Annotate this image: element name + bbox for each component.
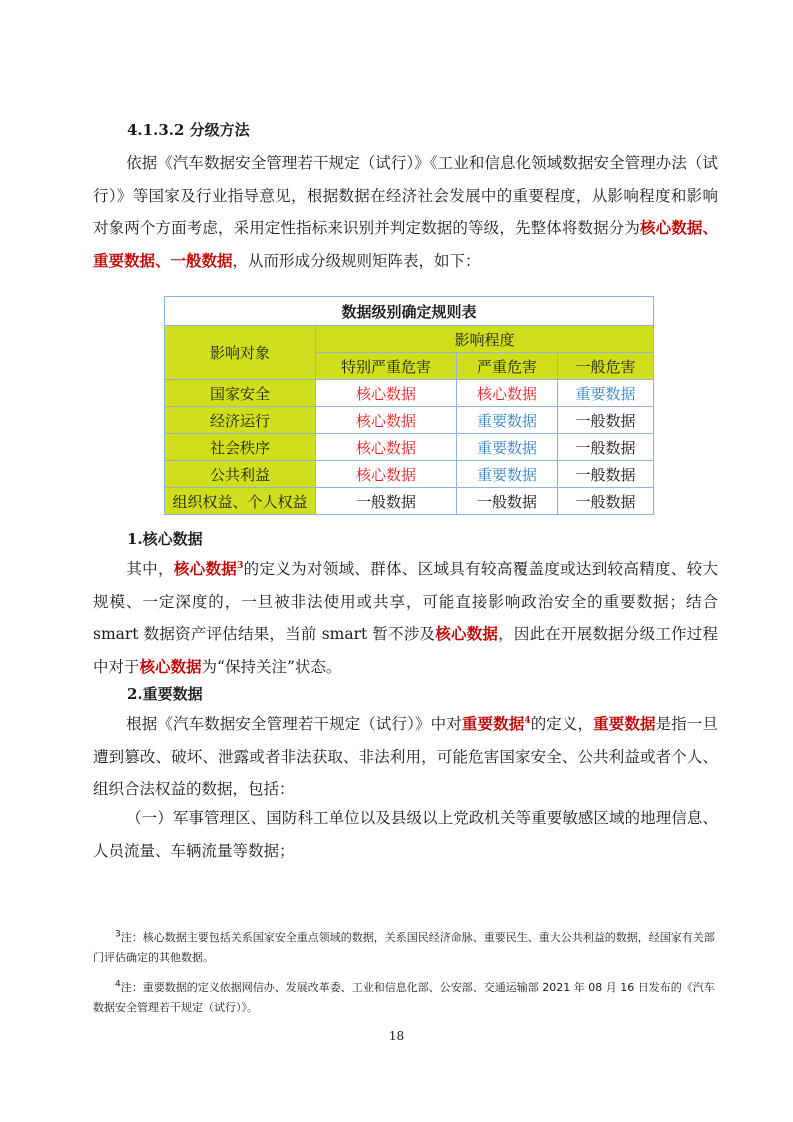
footnote-3-text: 注：核心数据主要包括关系国家安全重点领域的数据，关系国民经济命脉、重要民生、重大公共利益的数据，经国家有关部门评估确定的其他数据。 [93,931,715,964]
important-term: 重要数据 [461,714,525,733]
grade-cell: 核心数据 [457,380,558,407]
table-row [165,461,654,488]
intro-highlight: 核心数据、重要数据、一般数据 [93,218,718,270]
core-text-a: 其中， [126,560,174,578]
row-header-cell: 影响对象 [165,326,316,380]
important-text-c: 是指一旦遭到篡改、破坏、泄露或者非法获取、非法利用，可能危害国家安全、公共利益或者个人、组织合法权益的数据，包括： [93,715,718,798]
grade-cell: 核心数据 [316,380,457,407]
intro-paragraph [93,147,718,277]
grade-cell: 一般数据 [457,488,558,515]
important-text-b: 的定义， [530,715,594,733]
table-title: 数据级别确定规则表 [165,297,654,326]
footnote-ref-3: 3 [237,560,244,571]
page-number: 18 [388,1029,405,1043]
grade-cell: 一般数据 [558,407,654,434]
core-term-3: 核心数据 [139,656,202,676]
row-label-cell: 社会秩序 [165,434,316,461]
core-text-b: 的定义为对领域、群体、区域具有较高覆盖度或达到较高精度、较大规模、一定深度的，一旦被非法使用或共享，可能直接影响政治安全的重要数据；结合 smart 数据资产评估结果，当前 smart 暂不涉及 [93,560,718,643]
row-label-cell: 组织权益、个人权益 [165,488,316,515]
grade-cell: 核心数据 [316,407,457,434]
core-data-paragraph [93,553,718,683]
grade-cell: 一般数据 [558,461,654,488]
footnote-4-text: 注：重要数据的定义依据网信办、发展改革委、工业和信息化部、公安部、交通运输部 2021 年 08 月 16 日发布的《汽车数据安全管理若干规定（试行）》。 [93,981,715,1014]
core-term-2: 核心数据 [435,624,499,643]
table-row [165,380,654,407]
row-label-cell: 经济运行 [165,407,316,434]
grade-cell: 核心数据 [316,461,457,488]
important-data-heading: 2.重要数据 [127,685,203,703]
column-header: 一般危害 [558,353,654,380]
important-item-1-text: （一）军事管理区、国防科工单位以及县级以上党政机关等重要敏感区域的地理信息、人员流量、车辆流量等数据； [93,809,718,860]
grade-cell: 重要数据 [457,434,558,461]
section-heading: 4.1.3.2 分级方法 [127,121,250,139]
intro-text-1: 依据《汽车数据安全管理若干规定（试行）》《工业和信息化领域数据安全管理办法（试行）》等国家及行业指导意见，根据数据在经济社会发展中的重要程度，从影响程度和影响对象两个方面考虑，采用定性指标来识别并判定数据的等级，先整体将数据分为 [93,154,718,237]
important-item-1 [93,802,718,867]
grade-cell: 一般数据 [558,488,654,515]
grade-cell: 核心数据 [316,434,457,461]
core-data-heading: 1.核心数据 [127,530,203,548]
grade-cell: 重要数据 [457,407,558,434]
footnote-4 [93,978,718,1018]
table-row [165,407,654,434]
core-term: 核心数据 [173,559,238,578]
footnote-3-mark: 3 [115,929,121,940]
column-header: 特别严重危害 [316,353,457,380]
important-data-paragraph [93,708,718,806]
grade-cell: 重要数据 [457,461,558,488]
core-text-d: 为“保持关注”状态。 [201,657,342,676]
grade-cell: 重要数据 [558,380,654,407]
footnote-3 [93,928,718,968]
grade-cell: 一般数据 [558,434,654,461]
column-header: 严重危害 [457,353,558,380]
grade-cell: 一般数据 [316,488,457,515]
table-body [165,380,654,515]
table-row [165,488,654,515]
column-group-header: 影响程度 [316,326,654,353]
footnote-4-mark: 4 [115,979,121,990]
core-text-c: ，因此在开展数据分级工作过程中对于 [93,625,718,676]
row-label-cell: 国家安全 [165,380,316,407]
row-label-cell: 公共利益 [165,461,316,488]
footnote-ref-4: 4 [524,715,531,726]
intro-text-2: ，从而形成分级规则矩阵表，如下： [232,251,481,270]
grading-rules-table [164,296,654,515]
table-row [165,434,654,461]
important-term-2: 重要数据 [593,714,656,733]
important-text-a: 根据《汽车数据安全管理若干规定（试行）》中对 [126,715,462,733]
